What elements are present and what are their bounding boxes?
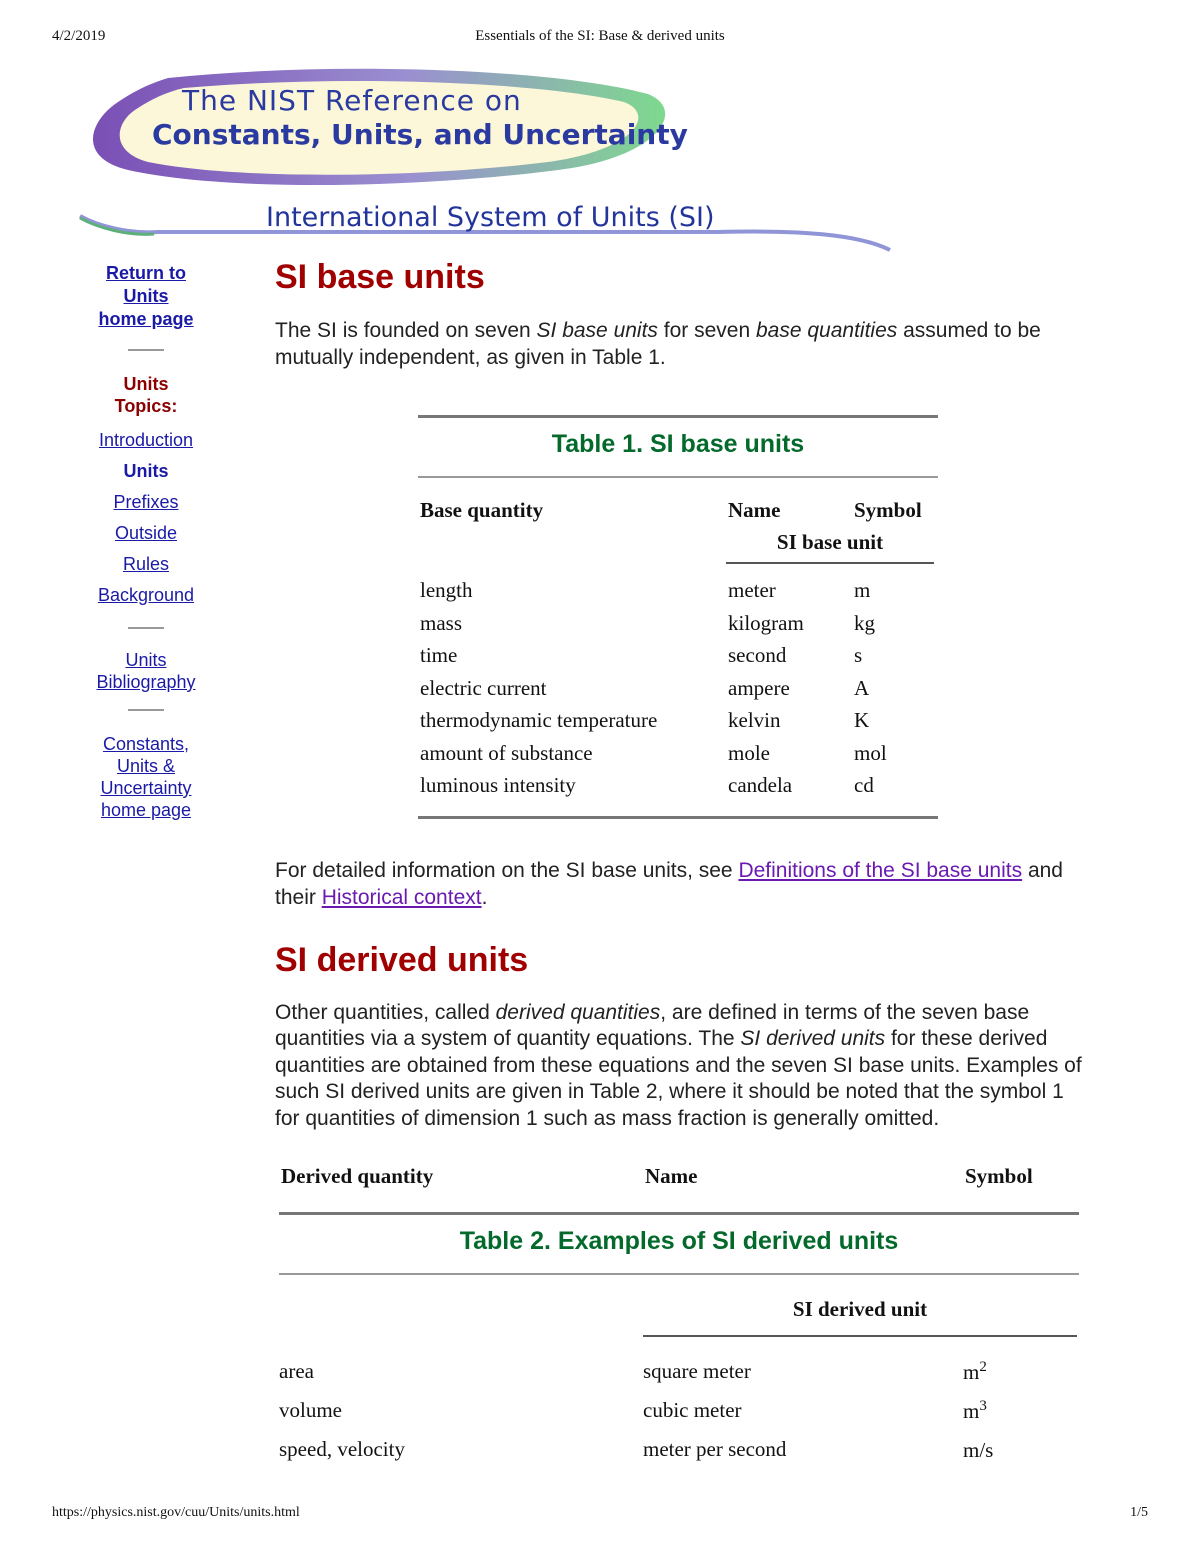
cell-name: kilogram [728,610,804,635]
emphasis: SI derived units [740,1027,886,1050]
cell-name: candela [728,773,793,797]
text: Other quantities, called [275,1000,496,1024]
nav-rules[interactable]: Rules [122,554,170,574]
cell-symbol: kg [854,610,875,635]
text: For detailed information on the SI base units, see [275,858,739,882]
emphasis: base quantities [755,319,898,342]
text: The SI is founded on seven [275,319,537,342]
table-row [418,708,938,741]
print-url: https://physics.nist.gov/cuu/Units/units.html [52,1505,300,1520]
table-row [279,1431,1079,1470]
cell-symbol [963,1437,993,1463]
symbol-base: m [963,1360,980,1384]
table-1-header [418,478,938,564]
table-row [418,643,938,676]
table-2 [279,1150,1079,1470]
link-text: home page [100,800,192,820]
table-row [418,578,938,611]
banner-title-line2: Constants, Units, and Uncertainty [152,118,688,151]
print-header [0,28,1200,52]
cell-symbol [963,1398,987,1424]
table-rule [279,1212,1079,1215]
nav-cuu-home[interactable] [86,733,206,821]
table-row [279,1353,1079,1392]
cell-quantity: thermodynamic temperature [420,708,658,732]
cell-quantity: amount of substance [420,740,593,765]
cell-quantity: electric current [420,675,547,700]
symbol-base: m [963,1399,980,1423]
table-1 [418,415,938,819]
text: for these derived quantities are obtained from these equations and the seven SI base units. Examples of such SI derived units are given in Table 2, where it should be noted that the symbol 1 for quantities of dimension 1 such as mass fraction is generally omitted. [275,1027,1082,1130]
si-derived-units-heading: SI derived units [275,940,529,979]
table-2-body [279,1353,1079,1470]
col-name: Name [728,498,781,522]
col-symbol: Symbol [965,1164,1033,1188]
text: for seven [657,319,756,342]
col-symbol: Symbol [854,498,922,522]
base-units-detail [275,857,1090,911]
main-content [275,258,1090,1470]
definitions-link[interactable]: Definitions of the SI base units [738,858,1023,882]
symbol-base: m/s [963,1438,994,1462]
sidebar-divider [128,627,164,629]
symbol-exponent: 3 [979,1398,987,1414]
table-2-group-header [279,1275,1079,1337]
table-row [418,773,938,806]
print-page-number: 1/5 [1130,1505,1148,1520]
table-row [279,1392,1079,1431]
heading-text: Topics: [114,396,178,416]
print-footer [0,1505,1200,1529]
heading-text: Units [123,374,169,394]
cell-symbol: s [854,643,863,667]
col-group-si-derived-unit: SI derived unit [792,1297,928,1321]
col-base-quantity: Base quantity [420,498,544,522]
table-rule [726,562,934,564]
table-rule [418,816,938,819]
link-text: home page [98,309,194,329]
cell-name: mole [728,740,770,765]
cell-quantity: time [420,643,458,667]
link-text: Bibliography [96,672,196,692]
sidebar-nav [86,262,206,821]
nav-introduction[interactable]: Introduction [98,430,194,450]
col-group-si-base-unit: SI base unit [776,530,884,554]
link-text: Units [125,650,167,670]
text: , are defined in terms of the seven base quantities via a system of quantity equations. The [275,1000,1030,1050]
table-row [418,611,938,644]
cell-name: meter per second [643,1437,787,1461]
units-topics-heading [86,373,206,417]
link-text: Return to [106,263,186,283]
base-units-intro [275,317,1090,371]
text: assumed to be mutually independent, as given in Table 1. [275,319,1041,369]
cell-symbol [963,1359,987,1385]
cell-name: ampere [728,675,790,700]
cell-symbol: m [854,578,871,602]
emphasis: SI base units [536,319,658,342]
cell-name: square meter [643,1359,751,1383]
col-name: Name [645,1164,698,1188]
cell-quantity: mass [420,610,462,635]
cell-symbol: mol [854,740,887,765]
table-row [418,741,938,774]
table-rule [418,415,938,418]
cell-quantity: area [279,1359,314,1383]
text: and their [275,858,1063,909]
table-rule [643,1335,1077,1337]
table-row [418,676,938,709]
cell-symbol: A [854,675,870,700]
cell-symbol: K [854,708,870,732]
table-1-body [418,578,938,806]
cell-quantity: length [420,578,473,602]
cell-name: kelvin [728,708,781,732]
historical-context-link[interactable]: Historical context [321,885,482,909]
banner-title-line1: The NIST Reference on [182,84,522,117]
col-derived-quantity: Derived quantity [281,1164,434,1188]
table-2-column-header [279,1150,1079,1202]
cell-name: second [728,643,787,667]
symbol-exponent: 2 [979,1359,987,1375]
link-text: Constants, [102,734,190,754]
table-1-caption: Table 1. SI base units [551,430,805,458]
si-base-units-heading: SI base units [275,258,485,296]
nav-prefixes[interactable]: Prefixes [113,492,179,512]
print-title: Essentials of the SI: Base & derived units [475,28,725,44]
cell-name: cubic meter [643,1398,742,1422]
sidebar-divider [128,349,164,351]
link-text: Units & [116,756,176,776]
link-text: Units [123,286,169,306]
emphasis: derived quantities [495,1000,661,1024]
nav-units-bibliography[interactable] [86,649,206,693]
sidebar-divider [128,709,164,711]
nav-outside[interactable]: Outside [114,523,178,543]
cell-symbol: cd [854,773,874,797]
cell-quantity: luminous intensity [420,773,576,797]
text: . [481,885,488,909]
derived-units-intro [275,1000,1090,1133]
cell-quantity: volume [279,1398,342,1422]
table-2-caption: Table 2. Examples of SI derived units [459,1227,899,1255]
nav-background[interactable]: Background [97,585,195,605]
si-banner-title: International System of Units (SI) [266,202,715,233]
cell-quantity: speed, velocity [279,1437,405,1461]
nav-units-current: Units [123,461,169,481]
print-date: 4/2/2019 [52,28,106,44]
cell-name: meter [728,578,776,602]
link-text: Uncertainty [100,778,192,798]
return-units-home-link[interactable] [86,262,206,331]
